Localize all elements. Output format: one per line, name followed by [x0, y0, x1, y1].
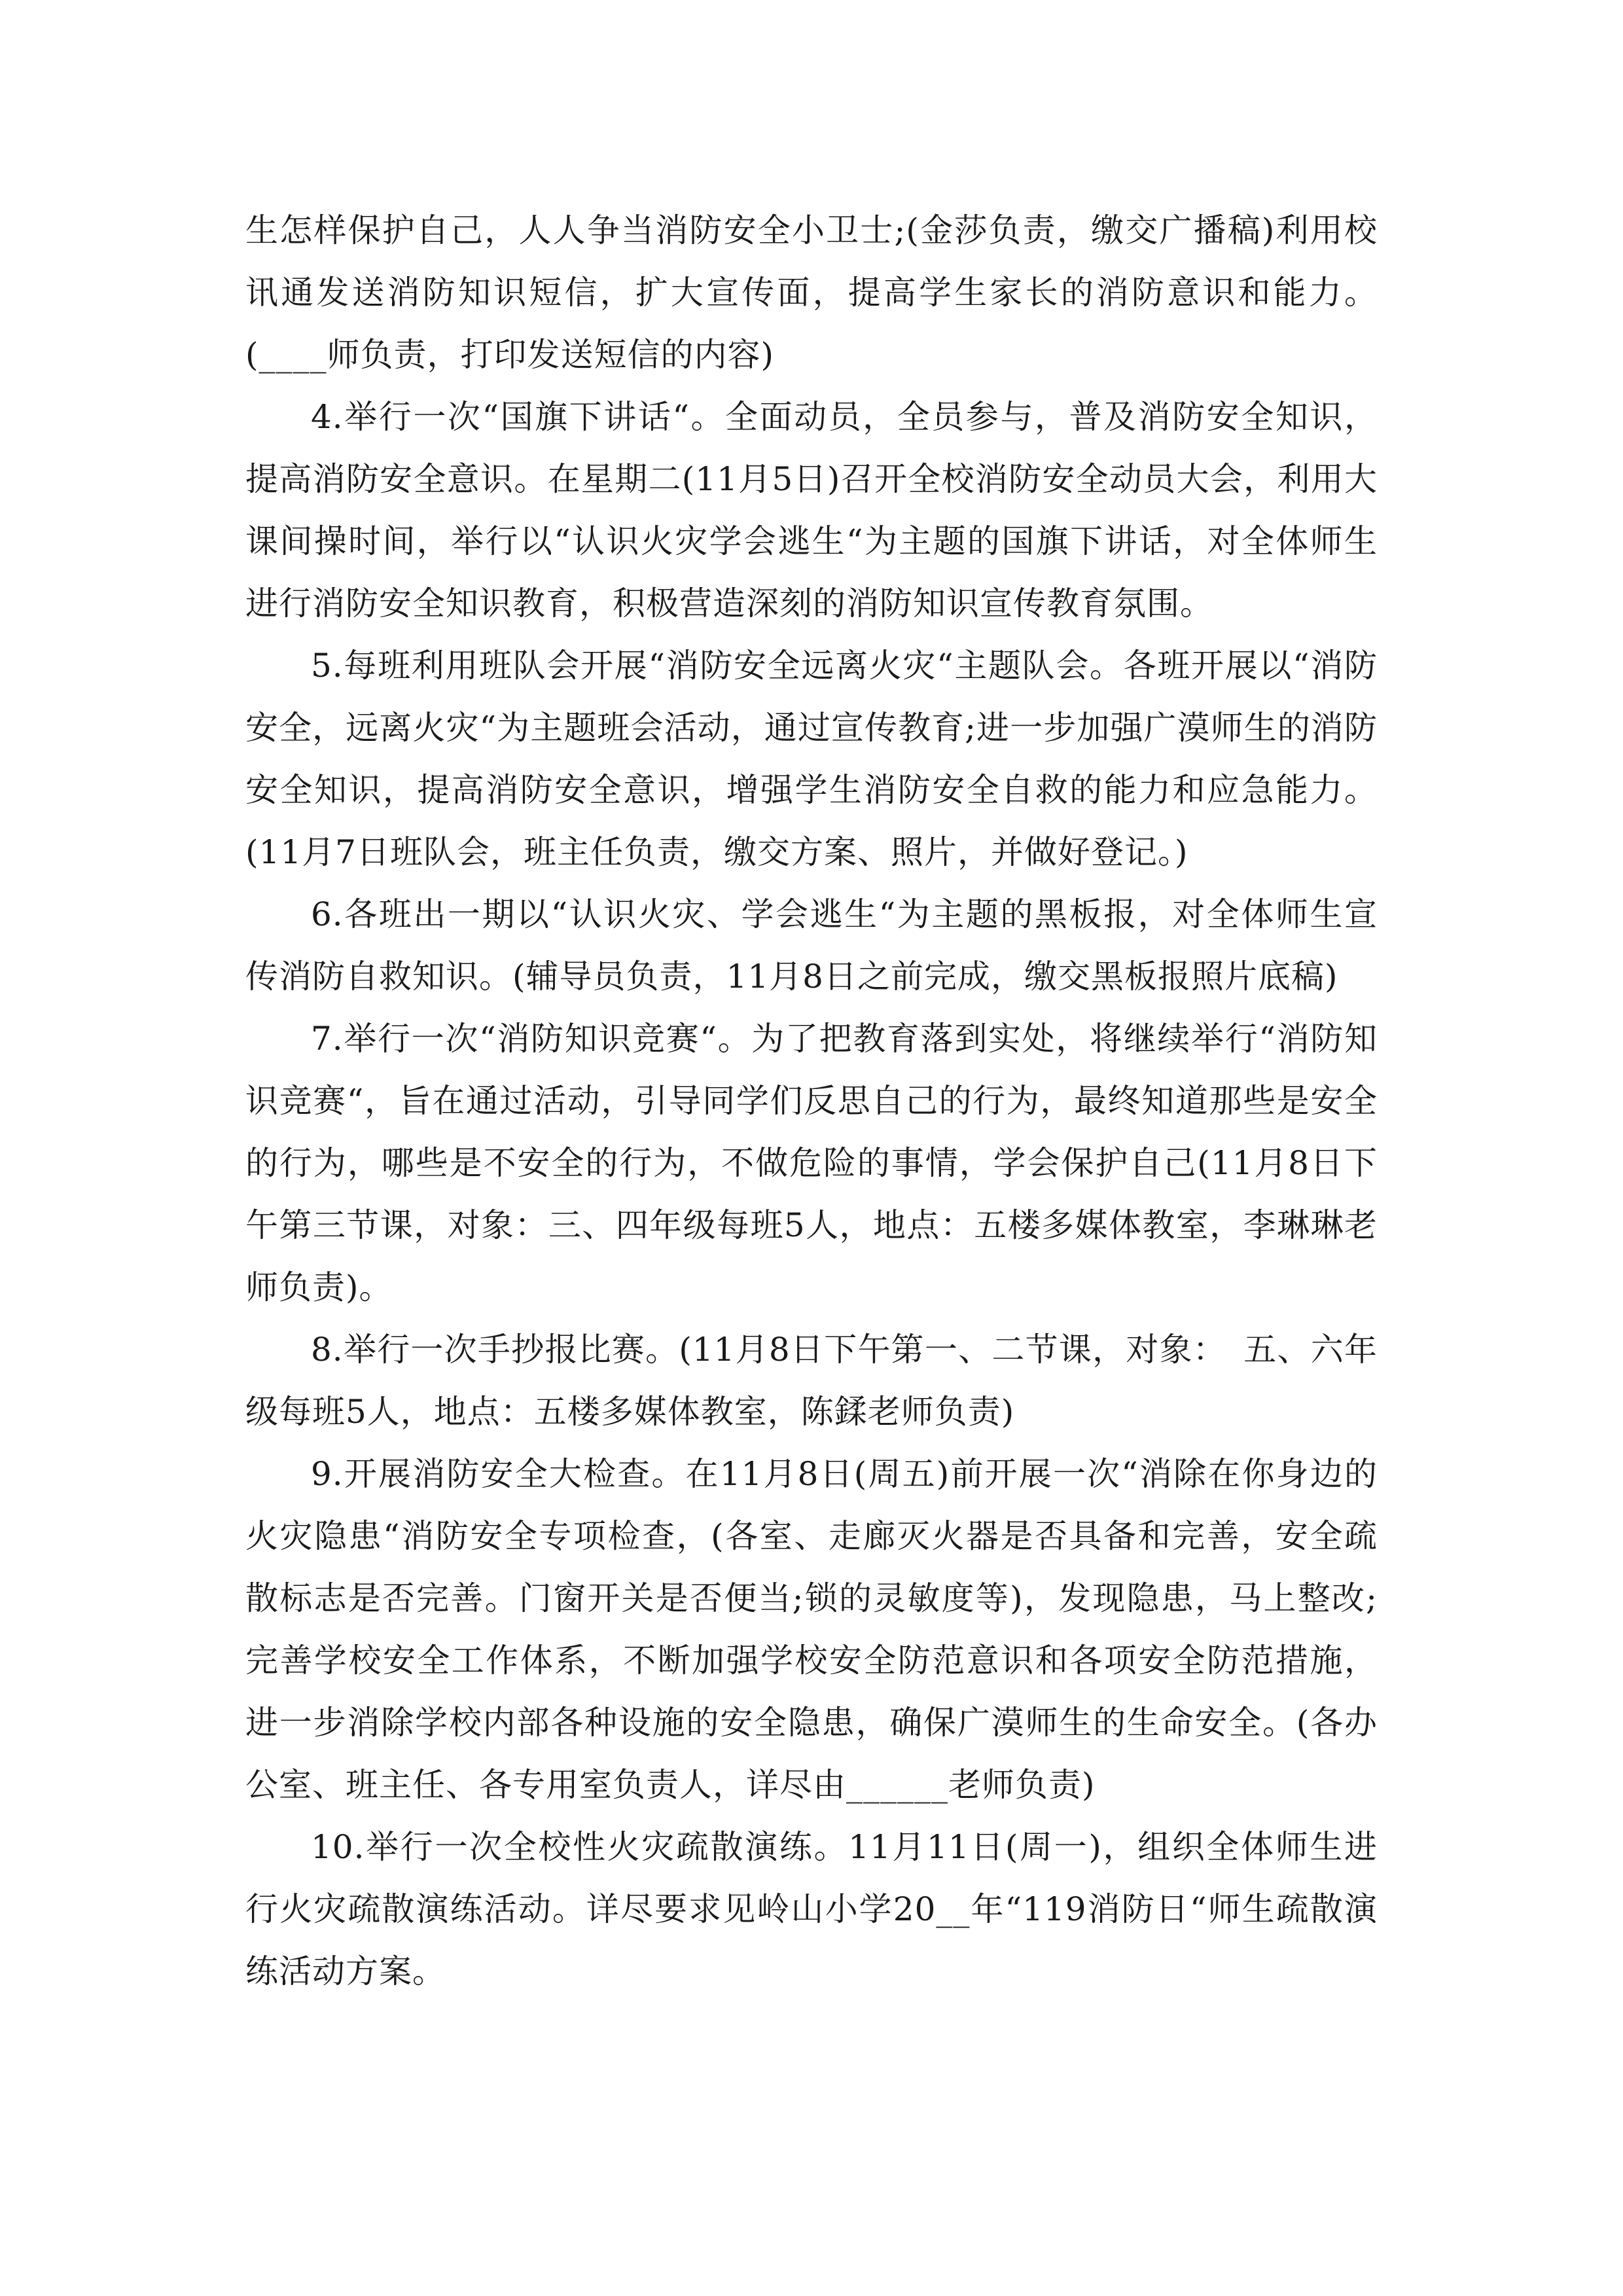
paragraph-number: 9.	[311, 1455, 344, 1493]
paragraph-item-6	[245, 884, 1378, 1008]
paragraph-item-10	[245, 1816, 1378, 2003]
paragraph-number: 8.	[311, 1331, 344, 1369]
paragraph-text: 生怎样保护自己，人人争当消防安全小卫士;(金莎负责，缴交广播稿)利用校讯通发送消防知识短信，扩大宣传面，提高学生家长的消防意识和能力。(____师负责，打印发送短信的内容)	[245, 211, 1378, 374]
paragraph-number: 5.	[311, 647, 344, 685]
paragraph-text: 举行一次“消防知识竞赛“。为了把教育落到实处，将继续举行“消防知识竞赛“，旨在通过活动，引导同学们反思自己的行为，最终知道那些是安全的行为，哪些是不安全的行为，不做危险的事情，学会保护自己(11月8日下午第三节课，对象：三、四年级每班5人，地点：五楼多媒体教室，李琳琳老师负责)。	[245, 1020, 1378, 1306]
paragraph-text: 举行一次全校性火灾疏散演练。11月11日(周一)，组织全体师生进行火灾疏散演练活动。详尽要求见岭山小学20__年“119消防日“师生疏散演练活动方案。	[245, 1828, 1378, 1990]
paragraph-number: 10.	[311, 1828, 365, 1866]
paragraph-number: 6.	[311, 895, 344, 933]
paragraph-continued	[245, 200, 1378, 386]
paragraph-text: 举行一次手抄报比赛。(11月8日下午第一、二节课，对象： 五、六年级每班5人，地点：五楼多媒体教室，陈鍒老师负责)	[245, 1331, 1378, 1431]
paragraph-text: 每班利用班队会开展“消防安全远离火灾“主题队会。各班开展以“消防安全，远离火灾“为主题班会活动，通过宣传教育;进一步加强广漠师生的消防安全知识，提高消防安全意识，增强学生消防安全自救的能力和应急能力。(11月7日班队会，班主任负责，缴交方案、照片，并做好登记。)	[245, 647, 1378, 871]
paragraph-item-7	[245, 1008, 1378, 1319]
paragraph-item-8	[245, 1319, 1378, 1443]
paragraph-item-4	[245, 386, 1378, 635]
document-body	[245, 200, 1378, 2003]
paragraph-text: 开展消防安全大检查。在11月8日(周五)前开展一次“消除在你身边的火灾隐患“消防安全专项检查，(各室、走廊灭火器是否具备和完善，安全疏散标志是否完善。门窗开关是否便当;锁的灵敏度等)，发现隐患，马上整改;完善学校安全工作体系，不断加强学校安全防范意识和各项安全防范措施，进一步消除学校内部各种设施的安全隐患，确保广漠师生的生命安全。(各办公室、班主任、各专用室负责人，详尽由______老师负责)	[245, 1455, 1378, 1804]
paragraph-text: 各班出一期以“认识火灾、学会逃生“为主题的黑板报，对全体师生宣传消防自救知识。(辅导员负责，11月8日之前完成，缴交黑板报照片底稿)	[245, 895, 1378, 996]
paragraph-text: 举行一次“国旗下讲话“。全面动员，全员参与，普及消防安全知识，提高消防安全意识。在星期二(11月5日)召开全校消防安全动员大会，利用大课间操时间，举行以“认识火灾学会逃生“为主题的国旗下讲话，对全体师生进行消防安全知识教育，积极营造深刻的消防知识宣传教育氛围。	[245, 398, 1378, 622]
paragraph-number: 4.	[311, 398, 344, 436]
paragraph-item-9	[245, 1443, 1378, 1816]
paragraph-number: 7.	[311, 1020, 344, 1058]
paragraph-item-5	[245, 635, 1378, 884]
